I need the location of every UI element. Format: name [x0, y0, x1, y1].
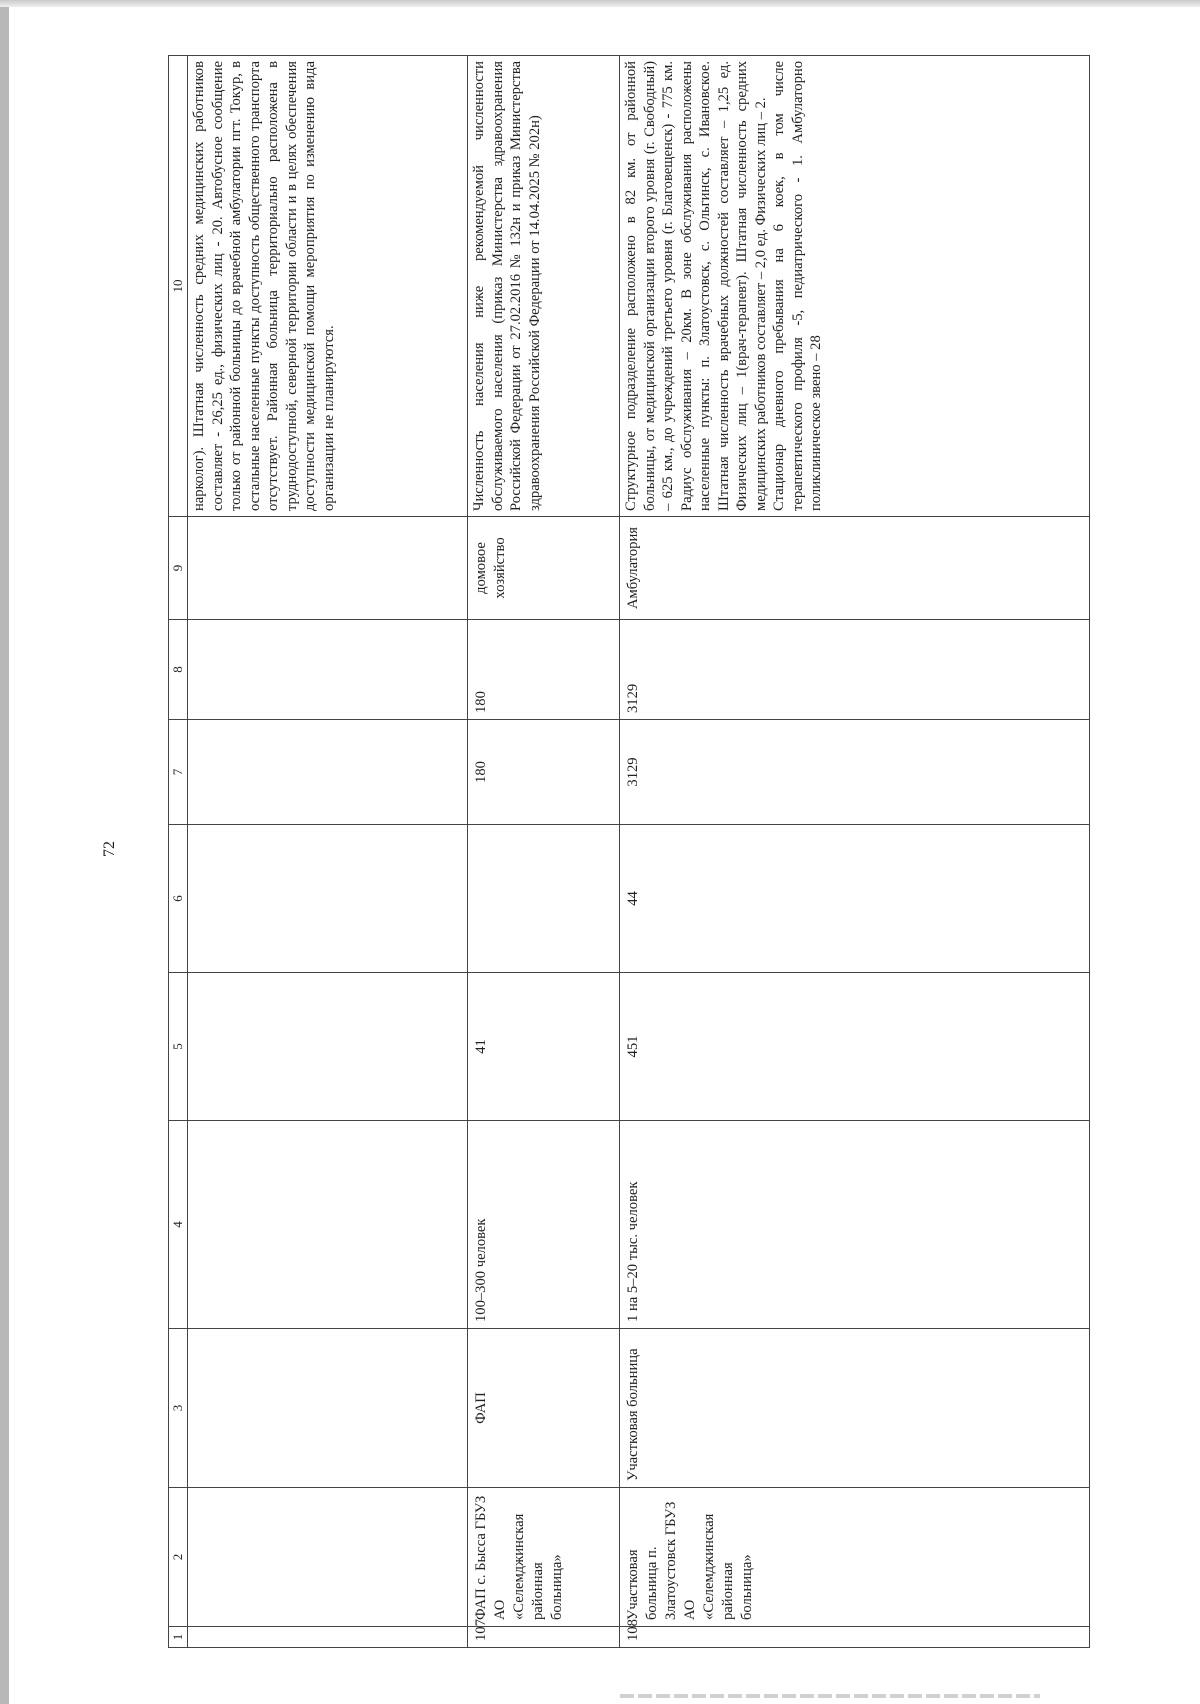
- cell-col5: 41: [468, 973, 620, 1121]
- header-col-7: 7: [169, 720, 188, 825]
- cell-facility-type: Участковая больница: [620, 1329, 1090, 1488]
- header-col-9: 9: [169, 517, 188, 620]
- cell-facility-name: ФАП с. Бысса ГБУЗ АО «Селемджинская районная больница»: [468, 1488, 620, 1627]
- hospital-table: [168, 55, 1090, 1648]
- cell-empty: [188, 1121, 468, 1329]
- page-number: 72: [101, 841, 118, 857]
- cell-facility-name: Участковая больница п. Златоустовск ГБУЗ АО «Селемджинская районная больница»: [620, 1488, 1090, 1627]
- note-paragraph: Стационар дневного пребывания на 6 коек, в том числе терапевтического профиля -5, педиатрического - 1. Амбулаторно поликлиническое звено – 28: [771, 61, 825, 511]
- table-row-108: [620, 56, 1090, 1648]
- note-paragraph: Структурное подразделение расположено в 82 км. от районной больницы, от медицинской организации второго уровня (г. Свободный) – 625 км., до учреждений третьего уровня (г. Благовещенск) - 775 км. Радиус обслуживания – 20км. В зоне обслуживания расположены населенные пункты: п. Златоустовск, с. Ольгинск, с. Ивановское. Штатная численность врачебных должностей составляет – 1,25 ед. Физических лиц – 1(врач-терапевт). Штатная численность средних медицинских работников составляет – 2,0 ед. Физических лиц – 2.: [623, 61, 769, 511]
- scan-bottom-artifact: [620, 1694, 1040, 1698]
- cell-empty: [188, 1329, 468, 1488]
- cell-col8: 3129: [620, 620, 1090, 720]
- cell-note: нарколог). Штатная численность средних медицинских работников составляет - 26,25 ед., физических лиц - 20. Автобусное сообщение только от районной больницы до врачебной амбулатории пгт. Токур, в остальные населенные пункты доступность общественного транспорта отсутствует. Районная больница территориально расположена в труднодоступной, северной территории области и в целях обеспечения доступности медицинской помощи мероприятия по изменению вида организации не планируются.: [188, 56, 468, 517]
- cell-col7: 3129: [620, 720, 1090, 825]
- header-col-8: 8: [169, 620, 188, 720]
- header-col-2: 2: [169, 1488, 188, 1627]
- cell-empty: [188, 517, 468, 620]
- rotated-table-wrapper: [168, 56, 1090, 1648]
- header-col-4: 4: [169, 1121, 188, 1329]
- cell-number: 107: [468, 1627, 620, 1648]
- cell-norm: 100–300 человек: [468, 1121, 620, 1329]
- cell-note: Численность населения ниже рекомендуемой численности обслуживаемого населения (приказ Министерства здравоохранения Российской Федерации от 27.02.2016 № 132н и приказ Министерства здравоохранения Российской Федерации от 14.04.2025 № 202н): [468, 56, 620, 517]
- table-row-continuation: [188, 56, 468, 1648]
- header-col-10: 10: [169, 56, 188, 517]
- cell-empty: [188, 620, 468, 720]
- header-col-6: 6: [169, 825, 188, 973]
- cell-empty: [188, 1488, 468, 1627]
- table-row-107: [468, 56, 620, 1648]
- header-col-5: 5: [169, 973, 188, 1121]
- cell-col8: 180: [468, 620, 620, 720]
- cell-norm: 1 на 5–20 тыс. человек: [620, 1121, 1090, 1329]
- cell-empty: [188, 720, 468, 825]
- cell-col9: домовое хозяйство: [468, 517, 620, 620]
- cell-col6: 44: [620, 825, 1090, 973]
- cell-facility-type: ФАП: [468, 1329, 620, 1488]
- cell-col7: 180: [468, 720, 620, 825]
- cell-col9: Амбулатория: [620, 517, 1090, 620]
- scan-top-edge: [0, 0, 1200, 7]
- scan-left-edge: [0, 0, 9, 1704]
- header-row: [169, 56, 188, 1648]
- cell-col6: [468, 825, 620, 973]
- cell-number: 108: [620, 1627, 1090, 1648]
- cell-note: [620, 56, 1090, 517]
- cell-empty: [188, 973, 468, 1121]
- cell-col5: 451: [620, 973, 1090, 1121]
- cell-empty: [188, 825, 468, 973]
- header-col-1: 1: [169, 1627, 188, 1648]
- header-col-3: 3: [169, 1329, 188, 1488]
- cell-empty: [188, 1627, 468, 1648]
